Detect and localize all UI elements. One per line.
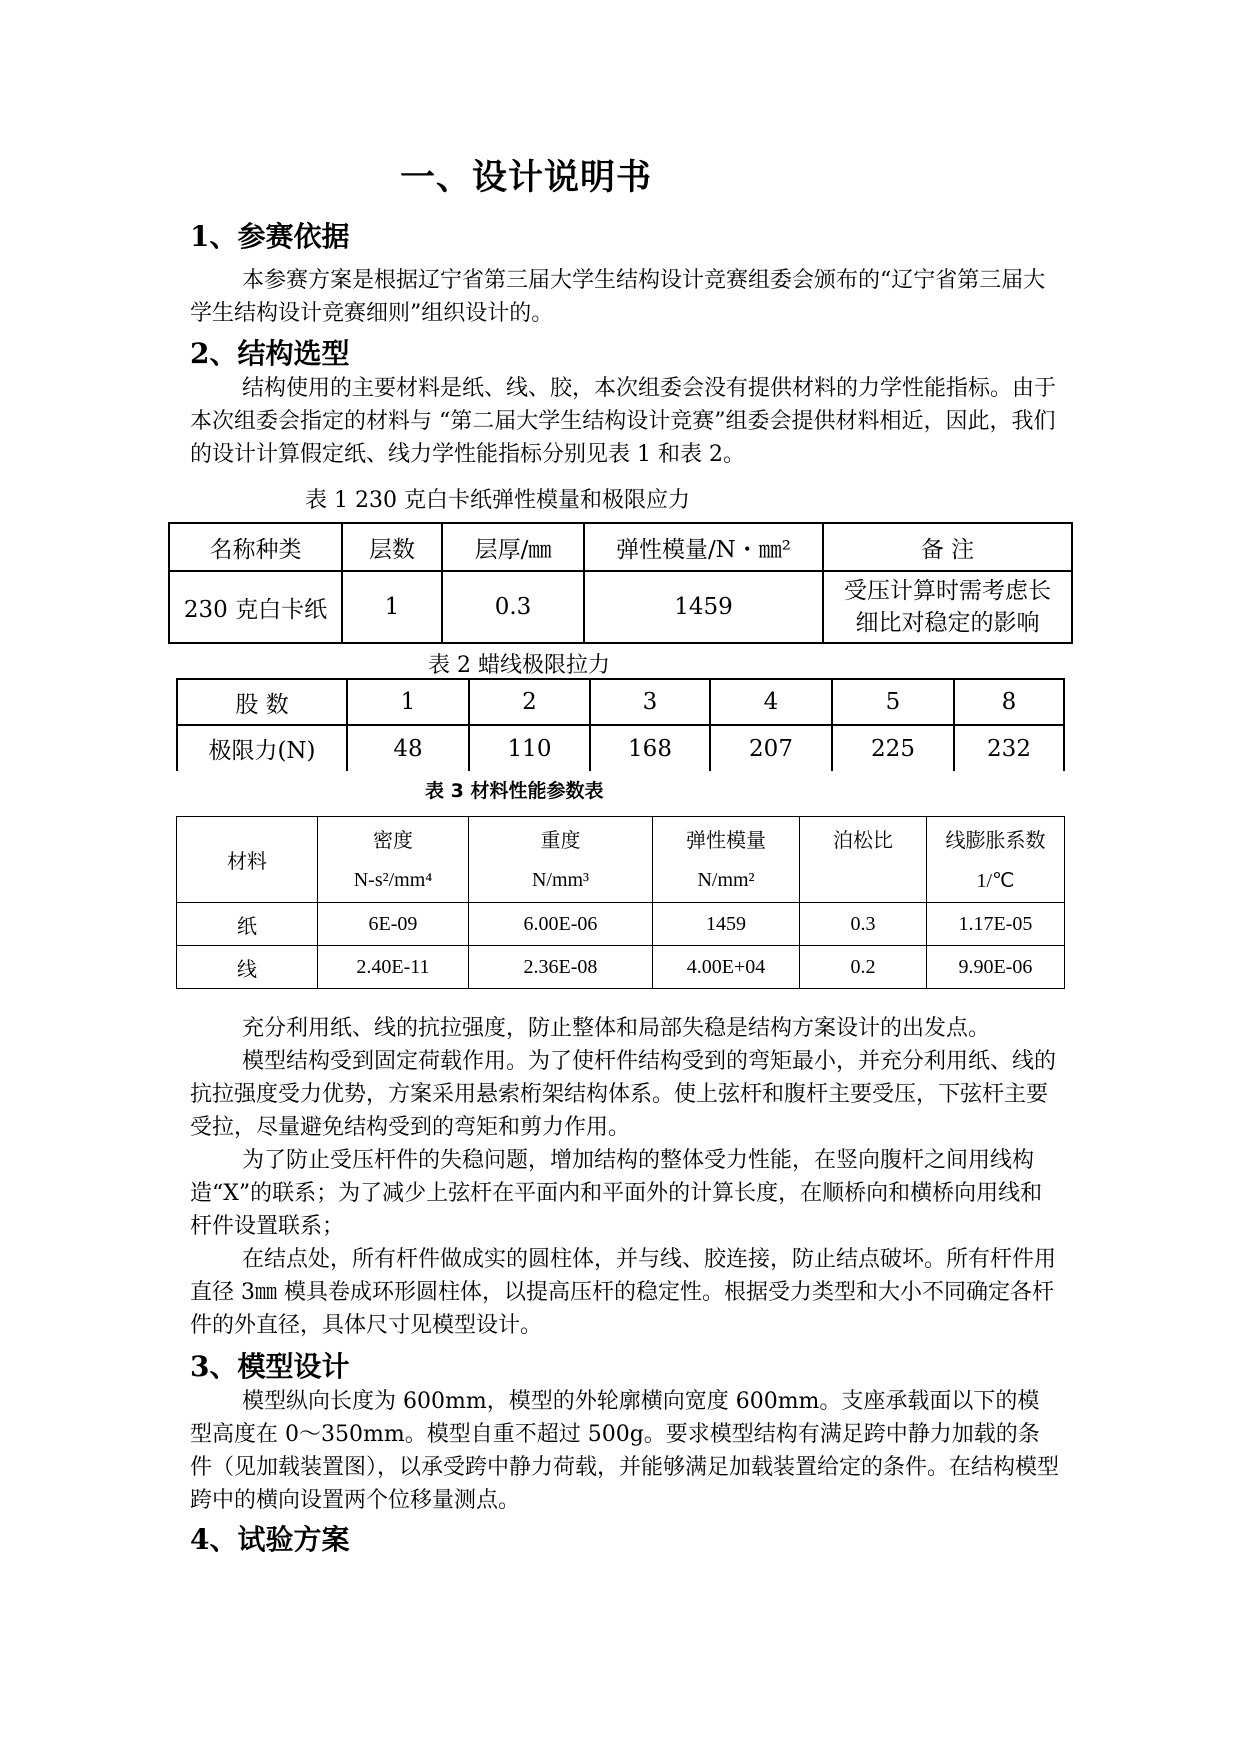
table2-cell: 极限力(N): [177, 725, 347, 771]
table2: [176, 678, 1065, 771]
paragraph: 为了防止受压杆件的失稳问题，增加结构的整体受力性能，在竖向腹杆之间用线构造“X”的联系；为了减少上弦杆在平面内和平面外的计算长度，在顺桥向和横桥向用线和杆件设置联系；: [190, 1148, 1043, 1239]
table3-cell: 6E-09: [318, 903, 469, 946]
paragraph: 模型纵向长度为 600mm，模型的外轮廓横向宽度 600mm。支座承载面以下的模型高度在 0～350mm。模型自重不超过 500g。要求模型结构有满足跨中静力加载的条件（见加载装置图），以承受跨中静力荷载，并能够满足加载装置给定的条件。在结构模型跨中的横向设置两个位移量测点。: [190, 1389, 1060, 1513]
table2-cell: 232: [954, 725, 1064, 771]
table2-cell: 225: [832, 725, 954, 771]
design-text: [190, 1012, 1060, 1342]
table1-cell: 1: [342, 571, 442, 643]
table3-unit: N/mm²: [653, 860, 800, 903]
table3-unit: 1/℃: [927, 860, 1065, 903]
table3-cell: 0.3: [800, 903, 927, 946]
section-heading-2: 2、结构选型: [190, 337, 350, 370]
table1-cell: 0.3: [442, 571, 584, 643]
table2-cell: 207: [710, 725, 832, 771]
table2-cell: 股 数: [177, 679, 347, 725]
table2-caption: 表 2 蜡线极限拉力: [428, 653, 610, 678]
table1-cell: 1459: [584, 571, 823, 643]
table1-cell: 受压计算时需考虑长细比对稳定的影响: [823, 571, 1072, 643]
table3-cell: 2.36E-08: [469, 946, 653, 989]
table1-header: 名称种类: [169, 523, 342, 571]
section-heading-3: 3、模型设计: [190, 1350, 350, 1383]
table3-unit: N/mm³: [469, 860, 653, 903]
table3: [176, 816, 1065, 989]
table2-cell: 5: [832, 679, 954, 725]
page-title: 一、设计说明书: [400, 157, 653, 198]
table2-cell: 4: [710, 679, 832, 725]
paragraph: 充分利用纸、线的抗拉强度，防止整体和局部失稳是结构方案设计的出发点。: [242, 1016, 991, 1041]
section-heading-1: 1、参赛依据: [190, 220, 350, 253]
table3-unit: [800, 860, 927, 903]
table3-header: 泊松比: [800, 817, 927, 860]
table2-cell: 168: [590, 725, 710, 771]
paragraph: 在结点处，所有杆件做成实的圆柱体，并与线、胶连接，防止结点破坏。所有杆件用直径 3㎜ 模具卷成环形圆柱体，以提高压杆的稳定性。根据受力类型和大小不同确定各杆件的外直径，具体尺寸见模型设计。: [190, 1247, 1057, 1338]
table1-caption: 表 1 230 克白卡纸弹性模量和极限应力: [305, 488, 690, 513]
table2-cell: 110: [469, 725, 590, 771]
table1-header: 备 注: [823, 523, 1072, 571]
table3-cell: 1459: [653, 903, 800, 946]
table3-header: 材料: [177, 817, 318, 903]
paragraph: 本参赛方案是根据辽宁省第三届大学生结构设计竞赛组委会颁布的“辽宁省第三届大学生结构设计竞赛细则”组织设计的。: [190, 268, 1046, 326]
table3-cell: 1.17E-05: [927, 903, 1065, 946]
table3-caption: 表 3 材料性能参数表: [425, 780, 604, 802]
table3-cell: 4.00E+04: [653, 946, 800, 989]
section-heading-4: 4、试验方案: [190, 1523, 350, 1556]
table2-cell: 48: [347, 725, 469, 771]
section-1-text: [190, 264, 1060, 330]
table2-cell: 3: [590, 679, 710, 725]
table3-cell: 线: [177, 946, 318, 989]
paragraph: 模型结构受到固定荷载作用。为了使杆件结构受到的弯矩最小，并充分利用纸、线的抗拉强度受力优势，方案采用悬索桁架结构体系。使上弦杆和腹杆主要受压，下弦杆主要受拉，尽量避免结构受到的弯矩和剪力作用。: [190, 1049, 1057, 1140]
section-2-text: [190, 372, 1060, 471]
table3-header: 弹性模量: [653, 817, 800, 860]
table3-header: 重度: [469, 817, 653, 860]
table1-header: 弹性模量/N・㎜²: [584, 523, 823, 571]
table1-header: 层厚/㎜: [442, 523, 584, 571]
table3-cell: 6.00E-06: [469, 903, 653, 946]
table1-cell: 230 克白卡纸: [169, 571, 342, 643]
table3-header: 密度: [318, 817, 469, 860]
table2-cell: 8: [954, 679, 1064, 725]
table3-cell: 2.40E-11: [318, 946, 469, 989]
table1: [168, 522, 1073, 644]
table3-header: 线膨胀系数: [927, 817, 1065, 860]
table3-cell: 9.90E-06: [927, 946, 1065, 989]
paragraph: 结构使用的主要材料是纸、线、胶，本次组委会没有提供材料的力学性能指标。由于本次组委会指定的材料与 “第二届大学生结构设计竞赛”组委会提供材料相近，因此，我们的设计计算假定纸、线力学性能指标分别见表 1 和表 2。: [190, 376, 1057, 467]
table3-unit: N-s²/mm⁴: [318, 860, 469, 903]
section-3-text: [190, 1385, 1060, 1517]
table2-cell: 2: [469, 679, 590, 725]
table3-cell: 纸: [177, 903, 318, 946]
table2-cell: 1: [347, 679, 469, 725]
table1-header: 层数: [342, 523, 442, 571]
table3-cell: 0.2: [800, 946, 927, 989]
